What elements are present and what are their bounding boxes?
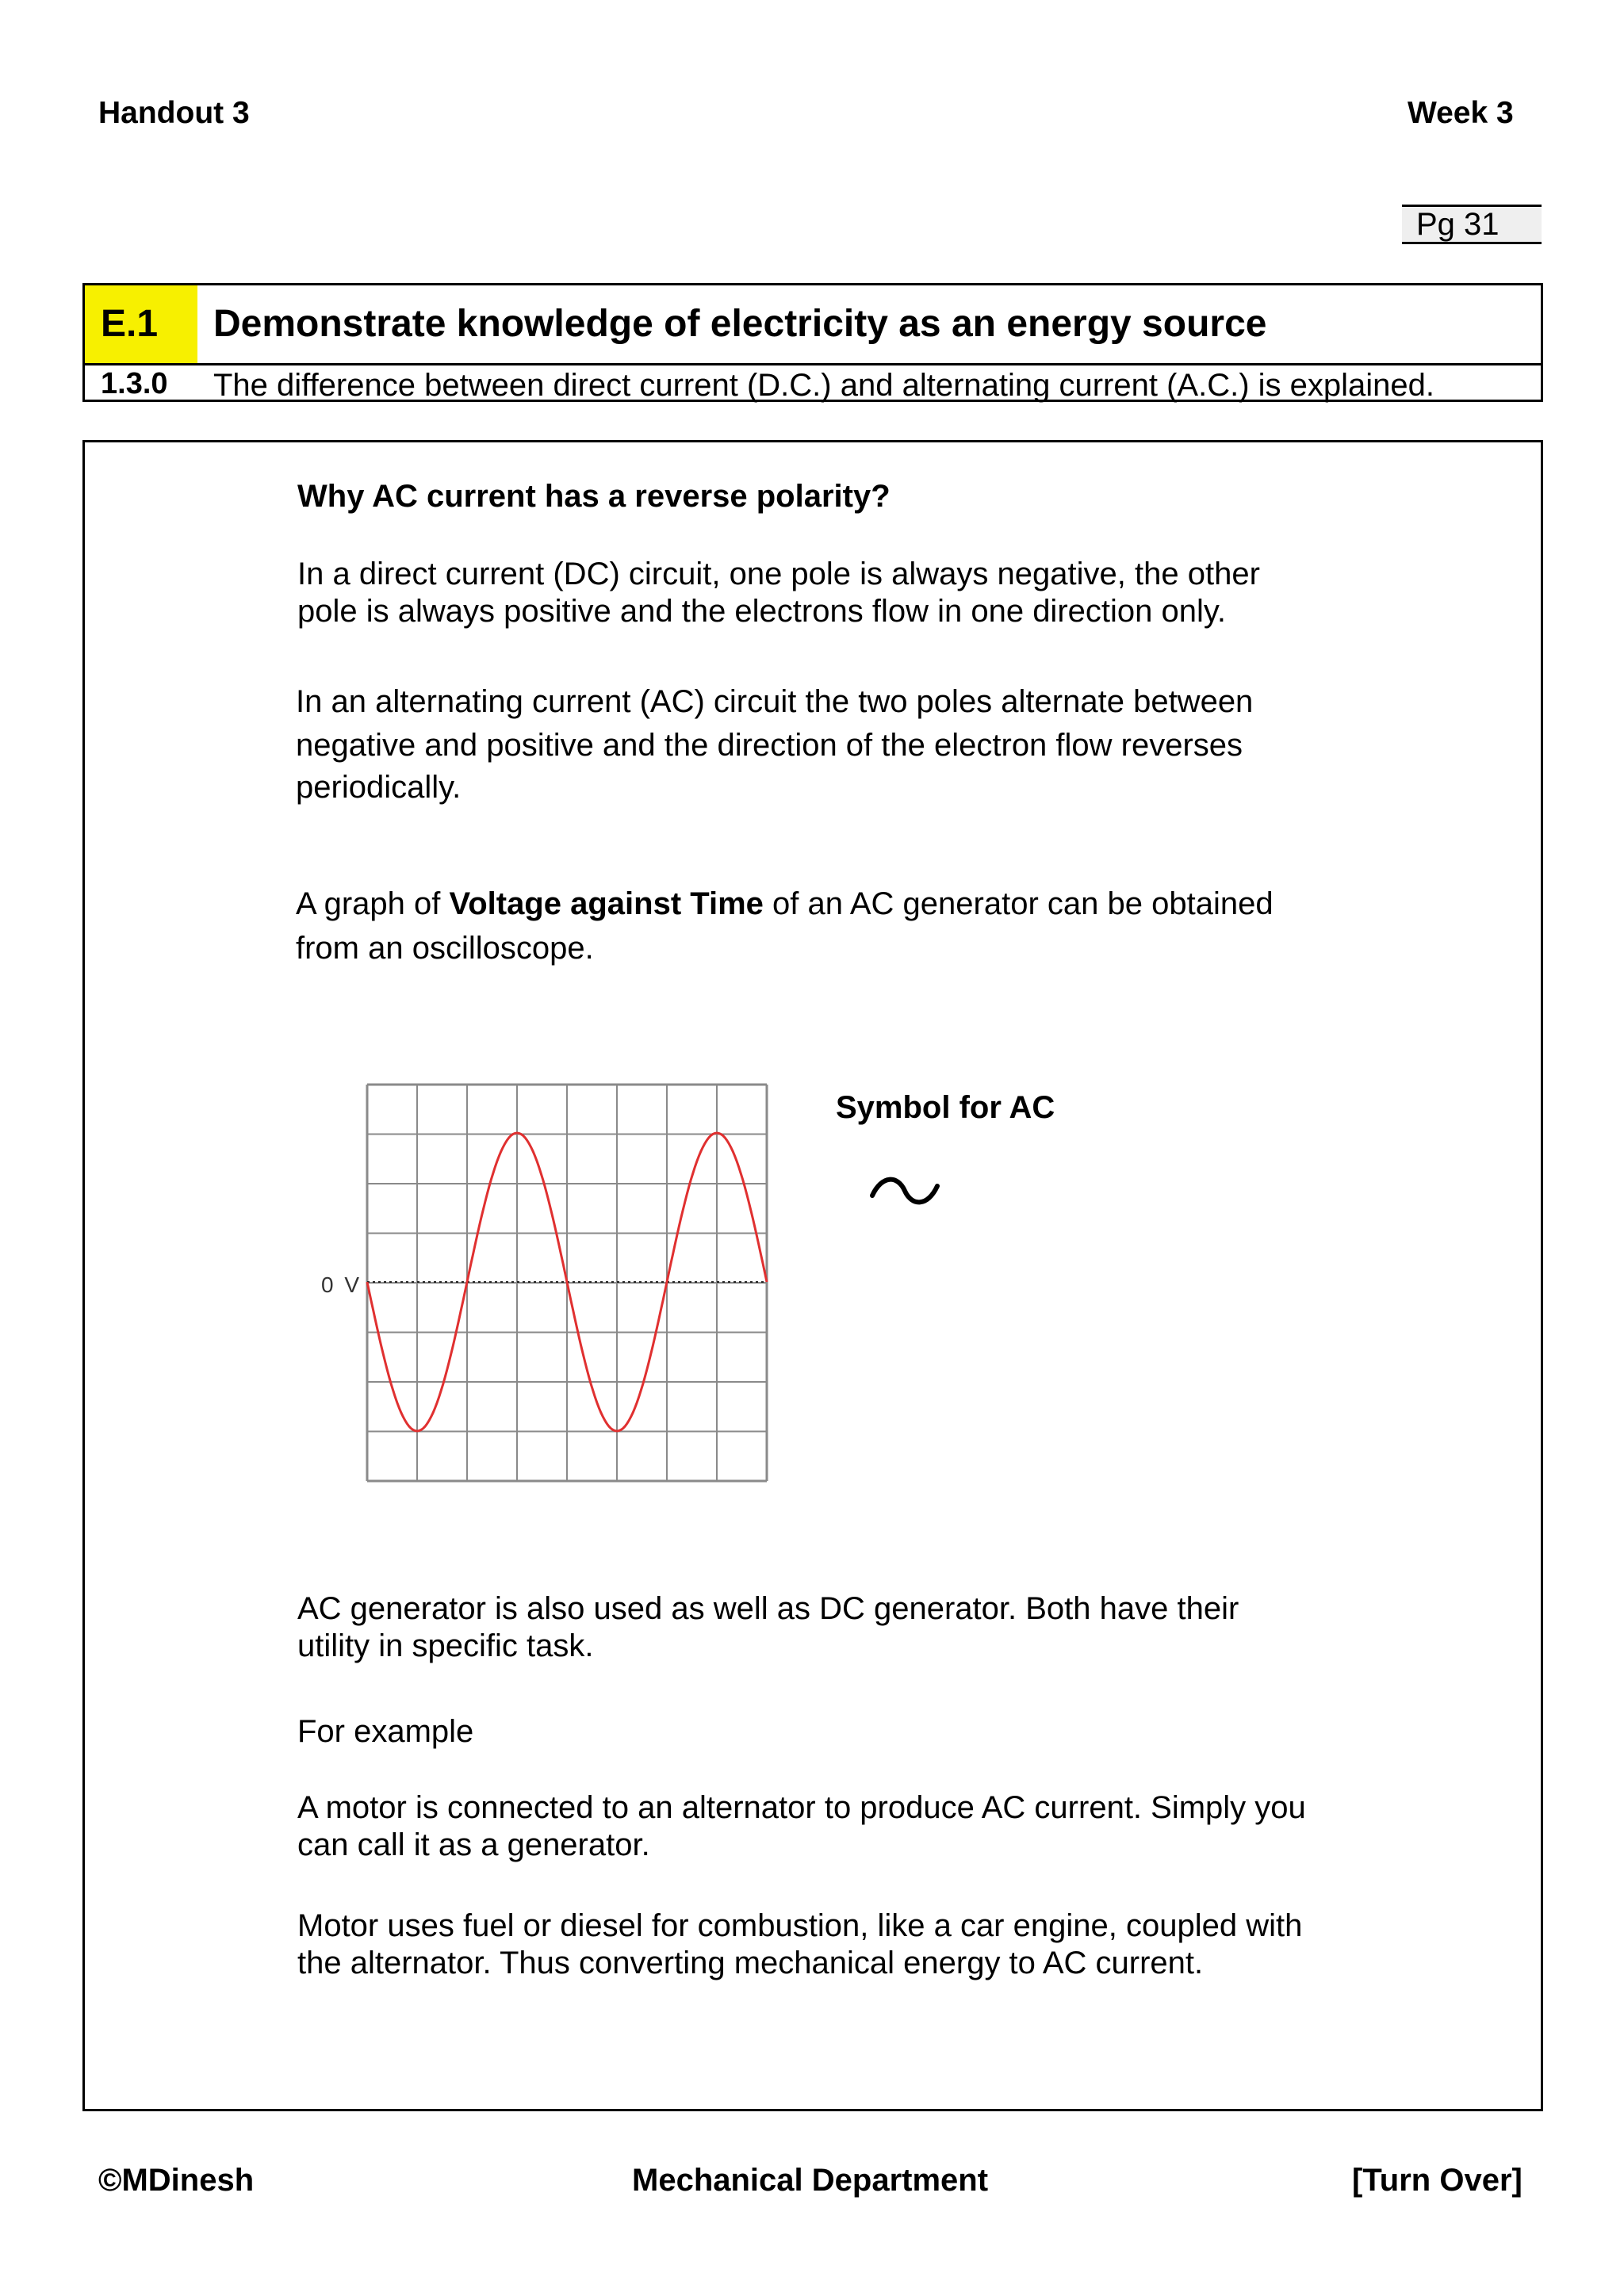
ac-paragraph-line-2: negative and positive and the direction of the electron flow reverses [296, 728, 1243, 763]
week-label: Week 3 [1408, 96, 1514, 130]
page-number-box: Pg 31 [1402, 205, 1542, 244]
ac-paragraph-line-3: periodically. [296, 770, 462, 805]
motor-paragraph-line-2: can call it as a generator. [297, 1827, 650, 1862]
zero-volt-label: 0 V [321, 1272, 362, 1297]
footer-author: ©MDinesh [98, 2163, 255, 2198]
handout-label: Handout 3 [98, 96, 250, 130]
title-box [82, 283, 1543, 402]
graph-intro-pre: A graph of [296, 886, 450, 921]
criterion-text: The difference between direct current (D.C.) and alternating current (A.C.) is explained. [213, 368, 1434, 403]
criterion-number: 1.3.0 [101, 367, 168, 400]
example-label: For example [297, 1714, 474, 1749]
graph-intro-bold: Voltage against Time [449, 886, 764, 921]
element-title: Demonstrate knowledge of electricity as an energy source [213, 303, 1267, 345]
fuel-paragraph-line-2: the alternator. Thus converting mechanical energy to AC current. [297, 1946, 1204, 1980]
dc-paragraph-line-2: pole is always positive and the electrons flow in one direction only. [297, 594, 1227, 629]
ac-paragraph-line-1: In an alternating current (AC) circuit the two poles alternate between [296, 684, 1254, 719]
symbol-heading: Symbol for AC [836, 1090, 1055, 1125]
graph-intro-post: of an AC generator can be obtained [763, 886, 1274, 921]
graph-intro-line-1 [296, 886, 1274, 923]
generator-paragraph-line-1: AC generator is also used as well as DC generator. Both have their [297, 1591, 1239, 1626]
footer-turn-over: [Turn Over] [1352, 2163, 1522, 2198]
fuel-paragraph-line-1: Motor uses fuel or diesel for combustion, like a car engine, coupled with [297, 1908, 1303, 1943]
oscilloscope-graph [365, 1082, 769, 1483]
element-code: E.1 [85, 285, 197, 363]
title-divider [85, 363, 1541, 365]
dc-paragraph-line-1: In a direct current (DC) circuit, one pole is always negative, the other [297, 557, 1260, 591]
footer-department: Mechanical Department [632, 2163, 989, 2198]
motor-paragraph-line-1: A motor is connected to an alternator to produce AC current. Simply you [297, 1790, 1306, 1825]
question-heading: Why AC current has a reverse polarity? [297, 479, 891, 514]
graph-intro-line-2: from an oscilloscope. [296, 931, 594, 966]
generator-paragraph-line-2: utility in specific task. [297, 1628, 594, 1663]
ac-symbol-icon [869, 1172, 940, 1211]
